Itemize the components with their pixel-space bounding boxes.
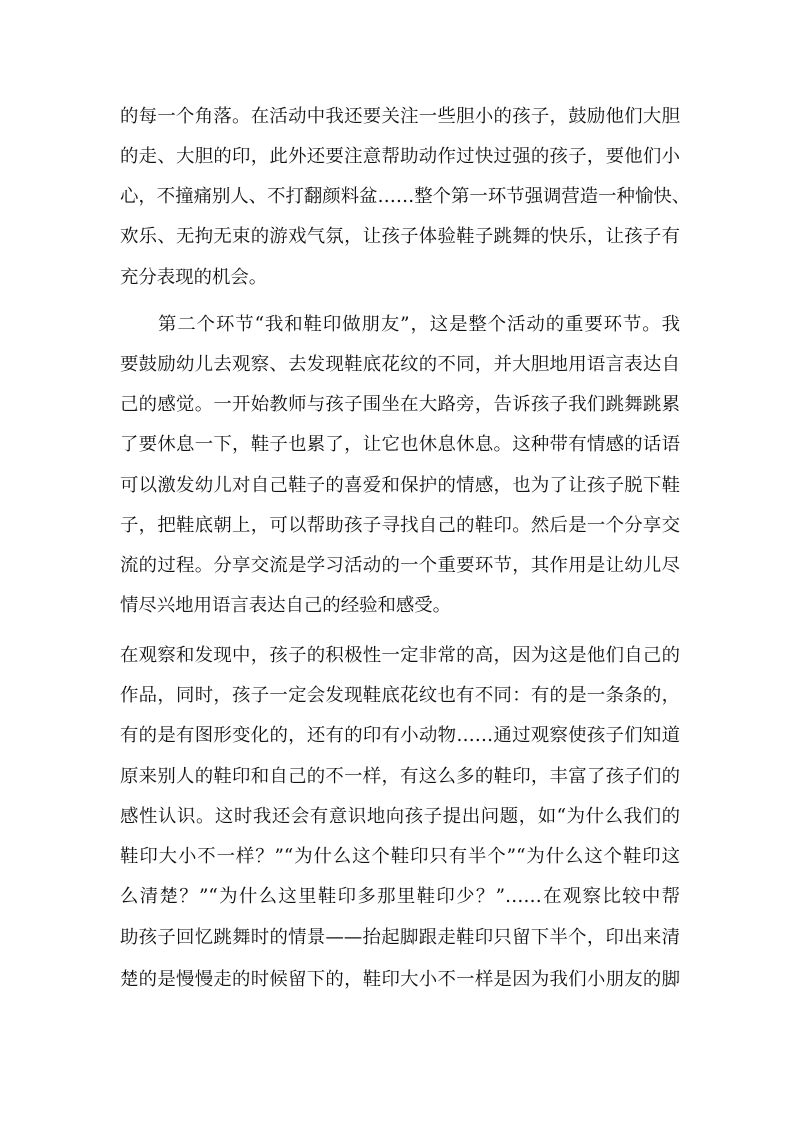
- text-line: 的走、大胆的印，此外还要注意帮助动作过快过强的孩子，要他们小: [120, 146, 680, 167]
- paragraph-first-line: 在观察和发现中，孩子的积极性一定非常的高，因为这是他们自己的: [120, 645, 680, 666]
- text-line: 了要休息一下，鞋子也累了，让它也休息休息。这种带有情感的话语: [120, 434, 680, 455]
- text-line: 有的是有图形变化的，还有的印有小动物……通过观察使孩子们知道: [120, 725, 680, 746]
- text-line: 鞋印大小不一样？”“为什么这个鞋印只有半个”“为什么这个鞋印这: [120, 846, 680, 867]
- text-line: 情尽兴地用语言表达自己的经验和感受。: [120, 595, 452, 616]
- text-line: 充分表现的机会。: [120, 267, 268, 288]
- paragraph-first-line: 第二个环节“我和鞋印做朋友”，这是整个活动的重要环节。我: [158, 314, 680, 335]
- text-line: 可以激发幼儿对自己鞋子的喜爱和保护的情感，也为了让孩子脱下鞋: [120, 475, 680, 496]
- text-line: 么清楚？”“为什么这里鞋印多那里鞋印少？”……在观察比较中帮: [120, 886, 680, 907]
- text-line: 流的过程。分享交流是学习活动的一个重要环节，其作用是让幼儿尽: [120, 555, 680, 576]
- text-line: 作品，同时，孩子一定会发现鞋底花纹也有不同：有的是一条条的，: [120, 685, 680, 706]
- text-line: 原来别人的鞋印和自己的不一样，有这么多的鞋印，丰富了孩子们的: [120, 766, 680, 787]
- text-line: 欢乐、无拘无束的游戏气氛，让孩子体验鞋子跳舞的快乐，让孩子有: [120, 226, 680, 247]
- text-line: 己的感觉。一开始教师与孩子围坐在大路旁，告诉孩子我们跳舞跳累: [120, 394, 680, 415]
- text-line: 子，把鞋底朝上，可以帮助孩子寻找自己的鞋印。然后是一个分享交: [120, 515, 680, 536]
- text-line: 助孩子回忆跳舞时的情景——抬起脚跟走鞋印只留下半个，印出来清: [120, 927, 680, 948]
- text-line: 要鼓励幼儿去观察、去发现鞋底花纹的不同，并大胆地用语言表达自: [120, 354, 680, 375]
- text-line: 的每一个角落。在活动中我还要关注一些胆小的孩子，鼓励他们大胆: [120, 106, 680, 127]
- text-line: 感性认识。这时我还会有意识地向孩子提出问题，如“为什么我们的: [120, 806, 680, 827]
- text-line: 心，不撞痛别人、不打翻颜料盆……整个第一环节强调营造一种愉快、: [120, 186, 691, 207]
- text-line: 楚的是慢慢走的时候留下的，鞋印大小不一样是因为我们小朋友的脚: [120, 969, 680, 990]
